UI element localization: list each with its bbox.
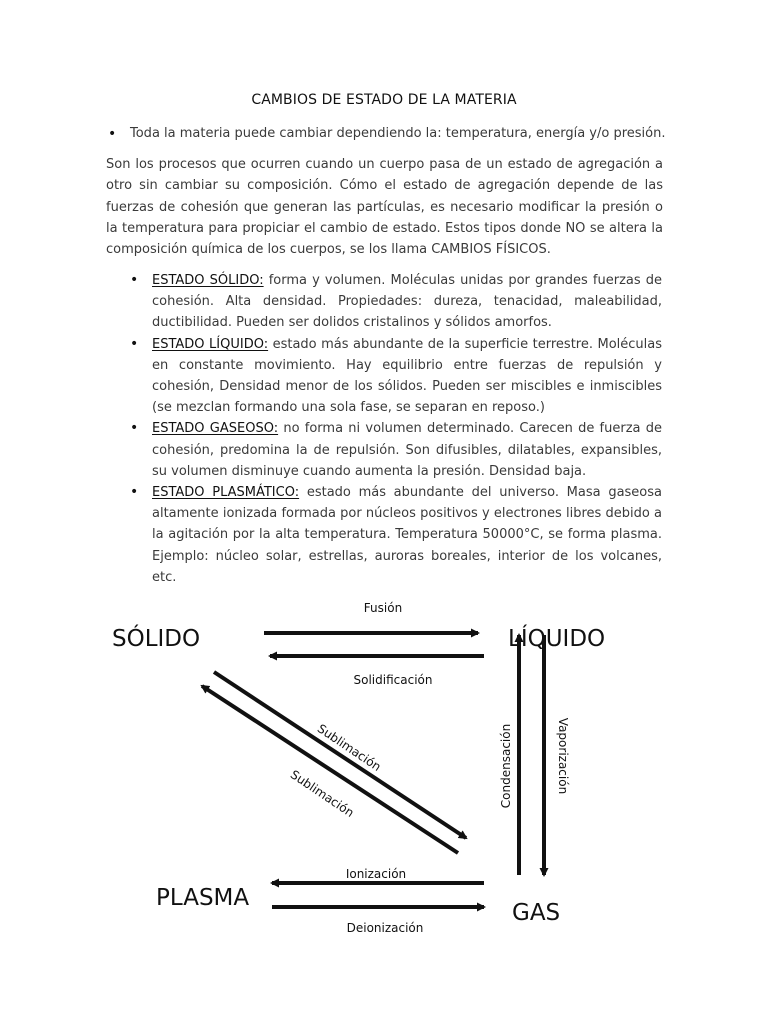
list-item <box>152 334 662 419</box>
node-liquid: LÍQUIDO <box>508 626 606 652</box>
sublimation-label-2: Sublimación <box>287 767 357 821</box>
intro-paragraph: Son los procesos que ocurren cuando un cuerpo pasa de un estado de agregación a otro sin cambiar su composición. Cómo el estado de agregación depende de las fuerzas de cohesión que generan las partículas, es necesario modificar la presión o la temperatura para propiciar el cambio de estado. Estos tipos donde NO se altera la composición química de los cuerpos, se los llama CAMBIOS FÍSICOS. <box>106 157 663 258</box>
vaporization-label: Vaporización <box>556 717 570 795</box>
node-solid: SÓLIDO <box>112 626 201 652</box>
list-item <box>152 270 662 334</box>
node-plasma: PLASMA <box>156 885 250 911</box>
state-name: ESTADO LÍQUIDO: <box>152 336 269 352</box>
intro-bullet: • Toda la materia puede cambiar dependiendo la: temperatura, energía y/o presión. <box>130 124 690 144</box>
list-item <box>152 482 662 588</box>
condensation-label: Condensación <box>499 723 513 809</box>
solidification-label: Solidificación <box>353 673 433 687</box>
sublimation-arrow-reverse <box>202 686 458 853</box>
node-gas: GAS <box>512 900 561 926</box>
state-description: estado más abundante de la superficie terrestre. Moléculas en constante movimiento. Hay equilibrio entre fuerzas de repulsión y cohesión, Densidad menor de los sólidos. Pueden ser miscibles e inmiscibles (se mezclan formando una sola fase, se separan en reposo.) <box>152 336 663 416</box>
sublimation-label-1: Sublimación <box>314 721 384 775</box>
deionization-label: Deionización <box>346 921 424 935</box>
state-description: no forma ni volumen determinado. Carecen de fuerza de cohesión, predomina la de repulsión. Son difusibles, dilatables, expansibles, su volumen disminuye cuando aumenta la presión. Densidad baja. <box>152 421 663 479</box>
state-description: estado más abundante del universo. Masa gaseosa altamente ionizada formada por núcleos positivos y electrones libres debido a la agitación por la alta temperatura. Temperatura 50000°C, se forma plasma. Ejemplo: núcleo solar, estrellas, auroras boreales, interior de los volcanes, etc. <box>152 485 662 585</box>
states-list <box>152 270 662 588</box>
page-title: CAMBIOS DE ESTADO DE LA MATERIA <box>251 92 517 108</box>
state-name: ESTADO PLASMÁTICO: <box>152 485 300 501</box>
state-change-diagram <box>0 585 768 955</box>
state-description: forma y volumen. Moléculas unidas por grandes fuerzas de cohesión. Alta densidad. Propiedades: dureza, tenacidad, maleabilidad, ductibilidad. Pueden ser dolidos cristalinos y sólidos amorfos. <box>152 273 663 331</box>
state-name: ESTADO GASEOSO: <box>152 421 279 437</box>
fusion-label: Fusión <box>363 601 403 615</box>
state-name: ESTADO SÓLIDO: <box>152 273 264 288</box>
ionization-label: Ionización <box>345 867 407 881</box>
list-item <box>152 418 662 482</box>
